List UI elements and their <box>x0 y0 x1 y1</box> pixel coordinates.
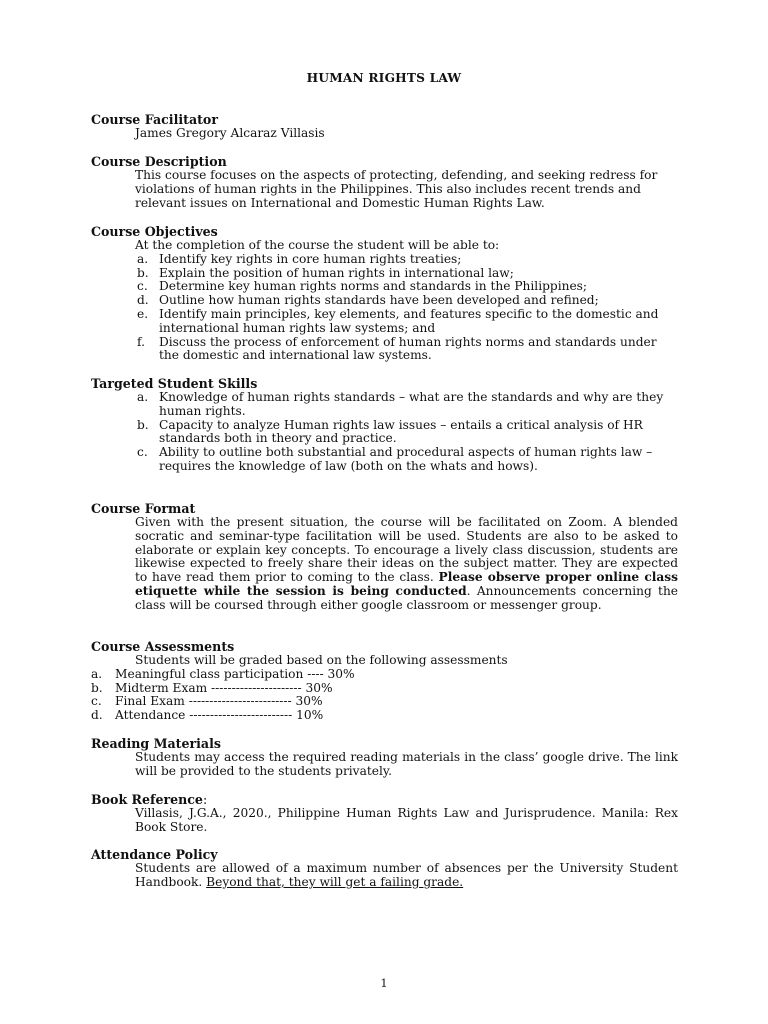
facilitator-heading: Course Facilitator <box>91 112 218 127</box>
failing-grade-notice: Beyond that, they will get a failing grade. <box>206 874 464 889</box>
list-item: b. Midterm Exam ---------------------- 30% <box>91 680 333 695</box>
book-heading: Book Reference <box>91 792 203 807</box>
etiquette-notice: Please observe proper online class etiquette while the session is being conducted <box>135 570 678 598</box>
attendance-text: Students are allowed of a maximum number of absences per the University Student Handbook. Beyond that, they will get a failing grade. <box>135 861 678 889</box>
page-number: 1 <box>380 977 388 990</box>
objectives-section <box>91 225 678 363</box>
attendance-section <box>91 848 678 890</box>
skills-list <box>91 391 678 474</box>
reading-heading: Reading Materials <box>91 736 221 751</box>
book-heading-line: Book Reference: <box>91 792 208 807</box>
skills-heading: Targeted Student Skills <box>91 376 258 391</box>
list-item: d. Attendance ------------------------- 10% <box>91 708 324 723</box>
list-item: b. Explain the position of human rights in international law; <box>137 265 514 280</box>
list-item: b. Capacity to analyze Human rights law issues – entails a critical analysis of HR standards both in theory and practice. <box>137 417 643 446</box>
objectives-heading: Course Objectives <box>91 224 218 239</box>
book-section <box>91 793 678 835</box>
list-item: a. Identify key rights in core human rights treaties; <box>137 251 462 266</box>
assessments-heading: Course Assessments <box>91 639 235 654</box>
list-item: c. Determine key human rights norms and standards in the Philippines; <box>137 279 588 294</box>
reading-text: Students may access the required reading materials in the class’ google drive. The link will be provided to the students privately. <box>135 750 678 778</box>
objectives-list <box>91 253 678 363</box>
book-text: Villasis, J.G.A., 2020., Philippine Human Rights Law and Jurisprudence. Manila: Rex Book Store. <box>135 806 678 834</box>
list-item: d. Outline how human rights standards have been developed and refined; <box>137 293 599 308</box>
reading-section <box>91 737 678 779</box>
description-text: This course focuses on the aspects of protecting, defending, and seeking redress for violations of human rights in the Philippines. This also includes recent trends and relevant issues on International and Domestic Human Rights Law. <box>135 168 658 210</box>
format-heading: Course Format <box>91 501 196 516</box>
list-item: a. Meaningful class participation ---- 30% <box>91 666 355 681</box>
skills-section <box>91 377 678 474</box>
facilitator-name: James Gregory Alcaraz Villasis <box>135 126 325 140</box>
facilitator-section <box>91 113 678 141</box>
list-item: c. Ability to outline both substantial and procedural aspects of human rights law – requires the knowledge of law (both on the whats and hows). <box>137 445 653 473</box>
attendance-heading: Attendance Policy <box>91 847 218 862</box>
document-title: HUMAN RIGHTS LAW <box>306 71 462 85</box>
list-item: c. Final Exam ------------------------- 30% <box>91 694 323 709</box>
format-section <box>91 502 678 613</box>
description-heading: Course Description <box>91 154 227 169</box>
description-section <box>91 155 678 210</box>
list-item: e. Identify main principles, key elements, and features specific to the domestic and international human rights law systems; and <box>137 306 659 335</box>
list-item: a. Knowledge of human rights standards – what are the standards and why are they human rights. <box>137 390 664 418</box>
list-item: f. Discuss the process of enforcement of human rights norms and standards under the domestic and international law systems. <box>137 334 657 363</box>
assessments-list <box>91 668 678 723</box>
assessments-section <box>91 640 678 723</box>
assessments-intro: Students will be graded based on the following assessments <box>135 653 508 667</box>
format-text: Given with the present situation, the course will be facilitated on Zoom. A blended socratic and seminar-type facilitation will be used. Students are also to be asked to elaborate or explain key concepts. To encourage a lively class discussion, students are likewise expected to freely share their ideas on the subject matter. They are expected to have read them prior to coming to the class. Please observe proper online class etiquette while the session is being conducted. Announcements concerning the class will be coursed through either google classroom or messenger group. <box>135 515 679 612</box>
objectives-intro: At the completion of the course the student will be able to: <box>135 238 500 252</box>
